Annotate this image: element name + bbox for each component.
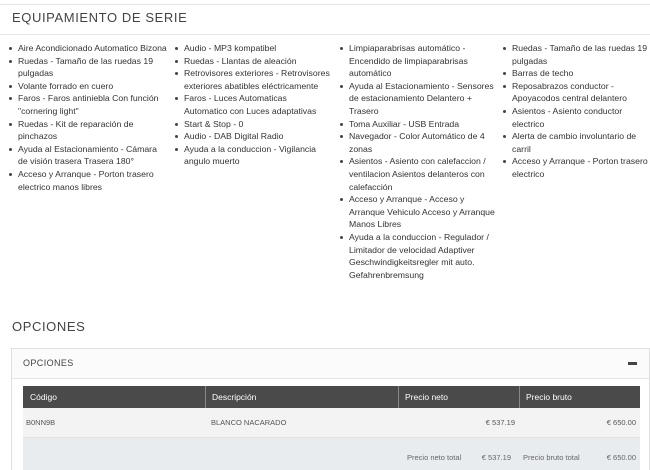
gross-total-value: € 650.00 xyxy=(606,453,636,462)
equipment-item: Ruedas - Tamaño de las ruedas 19 pulgadas xyxy=(502,42,648,67)
equipment-column-2 xyxy=(174,42,330,168)
equipment-item: Limpiaparabrisas automático - Encendido de limpiaparabrisas automático xyxy=(339,42,497,80)
net-total-value: € 537.19 xyxy=(481,453,511,462)
column-header-description: Descripción xyxy=(212,392,257,402)
equipment-item: Acceso y Arranque - Porton trasero electrico manos libres xyxy=(8,168,168,193)
column-header-gross-price: Precio bruto xyxy=(526,392,572,402)
equipment-item: Ayuda a la conduccion - Vigilancia angulo muerto xyxy=(174,143,330,168)
options-table-header xyxy=(23,386,640,408)
equipment-item: Ayuda al Estacionamiento - Sensores de estacionamiento Delantero + Trasero xyxy=(339,80,497,118)
column-header-net-price: Precio neto xyxy=(405,392,448,402)
equipment-item: Acceso y Arranque - Acceso y Arranque Vehiculo Acceso y Arranque Manos Libres xyxy=(339,193,497,231)
equipment-column-3 xyxy=(339,42,497,281)
equipment-item: Volante forrado en cuero xyxy=(8,80,168,93)
equipment-item: Faros - Faros antiniebla Con función "cornering light" xyxy=(8,92,168,117)
equipment-section-title: EQUIPAMIENTO DE SERIE xyxy=(12,10,188,25)
options-section-title: OPCIONES xyxy=(12,319,86,334)
equipment-item: Ruedas - Tamaño de las ruedas 19 pulgadas xyxy=(8,55,168,80)
equipment-item: Acceso y Arranque - Porton trasero electrico xyxy=(502,155,648,180)
option-description: BLANCO NACARADO xyxy=(211,418,287,427)
equipment-item: Barras de techo xyxy=(502,67,648,80)
equipment-item: Ayuda a la conduccion - Regulador / Limitador de velocidad Adaptiver Geschwindigkeitsregler mit auto. Gefahrenbremsung xyxy=(339,231,497,281)
option-code: B0NN9B xyxy=(26,418,56,427)
option-gross-price: € 650.00 xyxy=(606,418,636,427)
equipment-item: Ruedas - Llantas de aleación xyxy=(174,55,330,68)
options-panel xyxy=(11,348,650,470)
equipment-item: Aire Acondicionado Automatico Bizona xyxy=(8,42,168,55)
equipment-item: Asientos - Asiento con calefaccion / ventilacion Asientos delanteros con calefacción xyxy=(339,155,497,193)
minus-icon[interactable] xyxy=(628,362,637,365)
equipment-item: Alerta de cambio involuntario de carril xyxy=(502,130,648,155)
equipment-item: Faros - Luces Automaticas Automatico con Luces adaptativas xyxy=(174,92,330,117)
equipment-item: Retrovisores exteriores - Retrovisores exteriores abatibles eléctricamente xyxy=(174,67,330,92)
top-divider xyxy=(0,4,650,5)
equipment-column-1 xyxy=(8,42,168,193)
title-divider xyxy=(0,34,650,35)
equipment-item: Reposabrazos conductor - Apoyacodos central delantero xyxy=(502,80,648,105)
options-panel-label: OPCIONES xyxy=(23,358,74,368)
equipment-item: Asientos - Asiento conductor electrico xyxy=(502,105,648,130)
equipment-column-4 xyxy=(502,42,648,181)
gross-total-label: Precio bruto total xyxy=(523,453,580,462)
equipment-item: Start & Stop - 0 xyxy=(174,118,330,131)
options-panel-header[interactable] xyxy=(12,349,649,379)
equipment-item: Navegador - Color Automático de 4 zonas xyxy=(339,130,497,155)
equipment-item: Ruedas - Kit de reparación de pinchazos xyxy=(8,118,168,143)
options-table-footer xyxy=(23,438,640,470)
option-net-price: € 537.19 xyxy=(485,418,515,427)
net-total-label: Precio neto total xyxy=(407,453,462,462)
equipment-item: Ayuda al Estacionamiento - Cámara de visión trasera Trasera 180° xyxy=(8,143,168,168)
table-row xyxy=(23,408,640,438)
column-header-code: Código xyxy=(30,392,57,402)
equipment-item: Audio - DAB Digital Radio xyxy=(174,130,330,143)
equipment-item: Audio - MP3 kompatibel xyxy=(174,42,330,55)
equipment-item: Toma Auxiliar - USB Entrada xyxy=(339,118,497,131)
